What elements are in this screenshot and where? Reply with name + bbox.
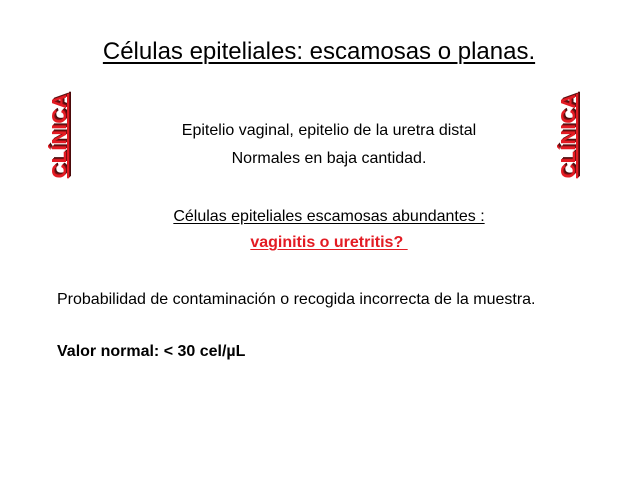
highlight-vaginitis-urethritis: vaginitis o uretritis? (250, 234, 408, 251)
body-line-abundant-cells: Células epiteliales escamosas abundantes : (173, 208, 485, 225)
side-label-left: CLÍNICA (49, 93, 71, 179)
side-label-right: CLÍNICA (558, 93, 580, 179)
body-line-vaginal-epithelium: Epitelio vaginal, epitelio de la uretra distal (181, 122, 477, 139)
normal-value-text: Valor normal: < 30 cel/µL (57, 343, 246, 360)
body-line-normal-low-amount: Normales en baja cantidad. (231, 150, 427, 167)
slide-title: Células epiteliales: escamosas o planas. (102, 38, 536, 65)
contamination-paragraph: Probabilidad de contaminación o recogida incorrecta de la muestra. (57, 291, 536, 308)
